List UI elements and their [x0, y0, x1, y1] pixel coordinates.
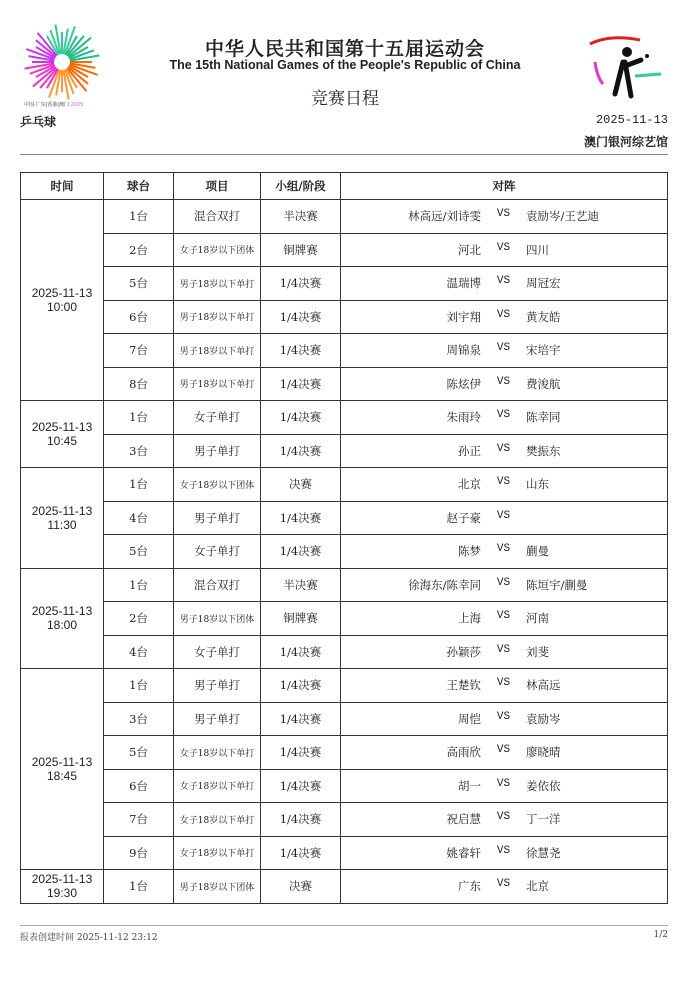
- table-row: [21, 200, 668, 234]
- table-header-row: [21, 173, 668, 200]
- event-name: 混合双打: [174, 200, 261, 234]
- vs-label: VS: [496, 744, 511, 757]
- stage: 1/4决赛: [261, 267, 341, 301]
- table-row: [21, 401, 668, 435]
- table-number: 3台: [104, 702, 174, 736]
- match-date: 2025-11-13: [31, 503, 93, 518]
- event-name: 混合双打: [174, 568, 261, 602]
- stage: 1/4决赛: [261, 401, 341, 435]
- table-number: 4台: [104, 501, 174, 535]
- stage: 半决赛: [261, 200, 341, 234]
- vs-label: VS: [496, 576, 511, 589]
- match-time: 10:45: [46, 434, 78, 448]
- matchup: [341, 736, 668, 770]
- matchup: [341, 200, 668, 234]
- time-cell: [21, 401, 104, 468]
- matchup: [341, 702, 668, 736]
- time-cell: [21, 870, 104, 904]
- table-number: 5台: [104, 736, 174, 770]
- table-number: 9台: [104, 836, 174, 870]
- vs-label: VS: [496, 811, 511, 824]
- time-cell: [21, 468, 104, 569]
- stage: 1/4决赛: [261, 501, 341, 535]
- vs-label: VS: [496, 509, 511, 522]
- player-b: 陈幸同: [526, 410, 561, 425]
- time-cell: [21, 669, 104, 870]
- table-number: 1台: [104, 669, 174, 703]
- table-number: 5台: [104, 535, 174, 569]
- sport-label: 乒乓球: [20, 115, 57, 129]
- table-number: 8台: [104, 367, 174, 401]
- match-time: 18:45: [46, 769, 78, 783]
- player-a: 陈梦: [458, 544, 481, 559]
- player-b: 北京: [526, 879, 549, 894]
- matchup: [341, 803, 668, 837]
- header-event: 项目: [174, 173, 261, 200]
- player-b: 林高远: [526, 678, 561, 693]
- stage: 1/4决赛: [261, 669, 341, 703]
- player-a: 林高远/刘诗雯: [408, 209, 481, 224]
- venue-label: 澳门银河综艺馆: [583, 135, 668, 149]
- table-row: [21, 702, 668, 736]
- vs-label: VS: [496, 442, 511, 455]
- player-b: 河南: [526, 611, 549, 626]
- player-a: 孙颖莎: [446, 644, 481, 659]
- player-b: 山东: [526, 477, 549, 492]
- event-name: 男子单打: [174, 669, 261, 703]
- matchup: [341, 468, 668, 502]
- header-time: 时间: [21, 173, 104, 200]
- table-number: 1台: [104, 401, 174, 435]
- player-a: 广东: [458, 879, 481, 894]
- vs-label: VS: [496, 610, 511, 623]
- player-b: 袁励岑/王艺迪: [526, 209, 599, 224]
- vs-label: VS: [496, 208, 511, 221]
- table-row: [21, 669, 668, 703]
- player-b: 袁励岑: [526, 711, 561, 726]
- table-number: 3台: [104, 434, 174, 468]
- page-number: 1/2: [653, 930, 668, 940]
- event-name: 男子18岁以下团体: [174, 602, 261, 636]
- player-a: 朱雨玲: [446, 410, 481, 425]
- player-a: 温瑞博: [446, 276, 481, 291]
- footer-divider: [20, 925, 668, 926]
- vs-label: VS: [496, 677, 511, 690]
- event-name: 女子18岁以下单打: [174, 736, 261, 770]
- table-row: [21, 468, 668, 502]
- table-row: [21, 836, 668, 870]
- player-b: 廖晓晴: [526, 745, 561, 760]
- table-row: [21, 635, 668, 669]
- stage: 1/4决赛: [261, 769, 341, 803]
- event-name: 女子单打: [174, 635, 261, 669]
- header-match: 对阵: [341, 173, 668, 200]
- table-number: 7台: [104, 334, 174, 368]
- player-b: 樊振东: [526, 443, 561, 458]
- player-b: 黄友皓: [526, 309, 561, 324]
- matchup: [341, 367, 668, 401]
- table-number: 4台: [104, 635, 174, 669]
- player-a: 陈炫伊: [446, 376, 481, 391]
- table-row: [21, 870, 668, 904]
- table-number: 1台: [104, 870, 174, 904]
- stage: 半决赛: [261, 568, 341, 602]
- table-number: 6台: [104, 769, 174, 803]
- table-row: [21, 736, 668, 770]
- player-b: [526, 510, 667, 526]
- vs-label: VS: [496, 878, 511, 891]
- table-number: 1台: [104, 568, 174, 602]
- page-title-english: The 15th National Games of the People's Republic of China: [169, 58, 521, 72]
- vs-label: VS: [496, 643, 511, 656]
- matchup: [341, 300, 668, 334]
- matchup: [341, 501, 668, 535]
- vs-label: VS: [496, 308, 511, 321]
- matchup: [341, 568, 668, 602]
- table-number: 1台: [104, 468, 174, 502]
- event-name: 男子18岁以下团体: [174, 870, 261, 904]
- player-b: 蒯曼: [526, 544, 549, 559]
- vs-label: VS: [496, 275, 511, 288]
- page-subtitle: 竞赛日程: [311, 89, 379, 109]
- stage: 铜牌赛: [261, 602, 341, 636]
- vs-label: VS: [496, 710, 511, 723]
- stage: 1/4决赛: [261, 334, 341, 368]
- event-name: 女子单打: [174, 535, 261, 569]
- player-a: 祝启慧: [446, 812, 481, 827]
- table-row: [21, 300, 668, 334]
- match-time: 11:30: [47, 517, 77, 532]
- player-b: 陈垣宇/蒯曼: [526, 577, 588, 592]
- player-b: 丁一洋: [526, 812, 561, 827]
- matchup: [341, 602, 668, 636]
- matchup: [341, 535, 668, 569]
- vs-label: VS: [496, 777, 511, 790]
- matchup: [341, 434, 668, 468]
- event-name: 女子18岁以下单打: [174, 803, 261, 837]
- matchup: [341, 267, 668, 301]
- vs-label: VS: [496, 844, 511, 857]
- stage: 1/4决赛: [261, 702, 341, 736]
- player-b: 宋培宇: [526, 343, 561, 358]
- date-label: 2025-11-13: [595, 113, 668, 127]
- stage: 决赛: [261, 468, 341, 502]
- event-name: 女子18岁以下团体: [174, 468, 261, 502]
- player-b: 周冠宏: [526, 276, 561, 291]
- table-row: [21, 501, 668, 535]
- header-stage: 小组/阶段: [261, 173, 341, 200]
- stage: 1/4决赛: [261, 803, 341, 837]
- match-date: 2025-11-13: [31, 755, 93, 769]
- event-name: 女子18岁以下单打: [174, 769, 261, 803]
- table-number: 1台: [104, 200, 174, 234]
- schedule-table: [20, 172, 668, 904]
- match-time: 19:30: [46, 886, 78, 901]
- vs-label: VS: [496, 342, 511, 355]
- player-b: 徐慧尧: [526, 845, 561, 860]
- stage: 1/4决赛: [261, 300, 341, 334]
- player-a: 姚睿轩: [446, 845, 481, 860]
- player-a: 孙正: [458, 443, 481, 458]
- table-row: [21, 568, 668, 602]
- player-a: 王楚钦: [446, 678, 481, 693]
- stage: 1/4决赛: [261, 836, 341, 870]
- stage: 决赛: [261, 870, 341, 904]
- table-number: 6台: [104, 300, 174, 334]
- player-a: 河北: [458, 242, 481, 257]
- vs-label: VS: [496, 375, 511, 388]
- table-row: [21, 769, 668, 803]
- event-name: 男子18岁以下单打: [174, 267, 261, 301]
- player-a: 胡一: [458, 778, 481, 793]
- page-title: 中华人民共和国第十五届运动会: [204, 38, 485, 60]
- matchup: [341, 769, 668, 803]
- player-a: 刘宇翔: [446, 309, 481, 324]
- svg-text:中国·广东|香港|澳门 2025: 中国·广东|香港|澳门 2025: [24, 102, 84, 108]
- vs-label: VS: [496, 241, 511, 254]
- player-a: 高雨欣: [446, 745, 481, 760]
- event-name: 男子18岁以下单打: [174, 300, 261, 334]
- matchup: [341, 334, 668, 368]
- matchup: [341, 669, 668, 703]
- match-time: 18:00: [46, 618, 78, 633]
- stage: 1/4决赛: [261, 367, 341, 401]
- match-date: 2025-11-13: [31, 604, 93, 619]
- event-name: 女子18岁以下团体: [174, 233, 261, 267]
- table-row: [21, 602, 668, 636]
- event-name: 男子单打: [174, 702, 261, 736]
- table-number: 2台: [104, 602, 174, 636]
- table-number: 7台: [104, 803, 174, 837]
- table-row: [21, 535, 668, 569]
- matchup: [341, 401, 668, 435]
- table-row: [21, 334, 668, 368]
- table-row: [21, 267, 668, 301]
- player-a: 上海: [458, 611, 481, 626]
- time-cell: [21, 200, 104, 401]
- table-row: [21, 434, 668, 468]
- event-name: 男子单打: [174, 434, 261, 468]
- player-b: 四川: [526, 242, 549, 257]
- event-name: 男子18岁以下单打: [174, 334, 261, 368]
- vs-label: VS: [496, 476, 511, 489]
- matchup: [341, 233, 668, 267]
- stage: 1/4决赛: [261, 736, 341, 770]
- table-row: [21, 233, 668, 267]
- player-b: 姜依依: [526, 778, 561, 793]
- report-created-time: 报表创建时间 2025-11-12 23:12: [20, 933, 158, 943]
- table-row: [21, 803, 668, 837]
- header-table-no: 球台: [104, 173, 174, 200]
- matchup: [341, 836, 668, 870]
- vs-label: VS: [496, 409, 511, 422]
- stage: 1/4决赛: [261, 635, 341, 669]
- player-a: 周锦泉: [446, 343, 481, 358]
- player-b: 刘斐: [526, 644, 549, 659]
- stage: 1/4决赛: [261, 434, 341, 468]
- matchup: [341, 870, 668, 904]
- stage: 铜牌赛: [261, 233, 341, 267]
- player-a: 徐海东/陈幸同: [408, 577, 481, 592]
- player-b: 费浚航: [526, 376, 561, 391]
- table-number: 5台: [104, 267, 174, 301]
- event-name: 女子单打: [174, 401, 261, 435]
- table-row: [21, 367, 668, 401]
- player-a: 赵子豪: [446, 510, 481, 525]
- matchup: [341, 635, 668, 669]
- event-name: 女子18岁以下单打: [174, 836, 261, 870]
- match-date: 2025-11-13: [31, 286, 93, 300]
- table-number: 2台: [104, 233, 174, 267]
- vs-label: VS: [496, 543, 511, 556]
- divider: [20, 154, 668, 155]
- event-name: 男子18岁以下单打: [174, 367, 261, 401]
- player-a: 北京: [458, 477, 481, 492]
- match-date: 2025-11-13: [31, 420, 93, 434]
- player-a: 周恺: [458, 711, 481, 726]
- time-cell: [21, 568, 104, 669]
- stage: 1/4决赛: [261, 535, 341, 569]
- match-time: 10:00: [46, 300, 78, 314]
- event-name: 男子单打: [174, 501, 261, 535]
- match-date: 2025-11-13: [31, 872, 93, 887]
